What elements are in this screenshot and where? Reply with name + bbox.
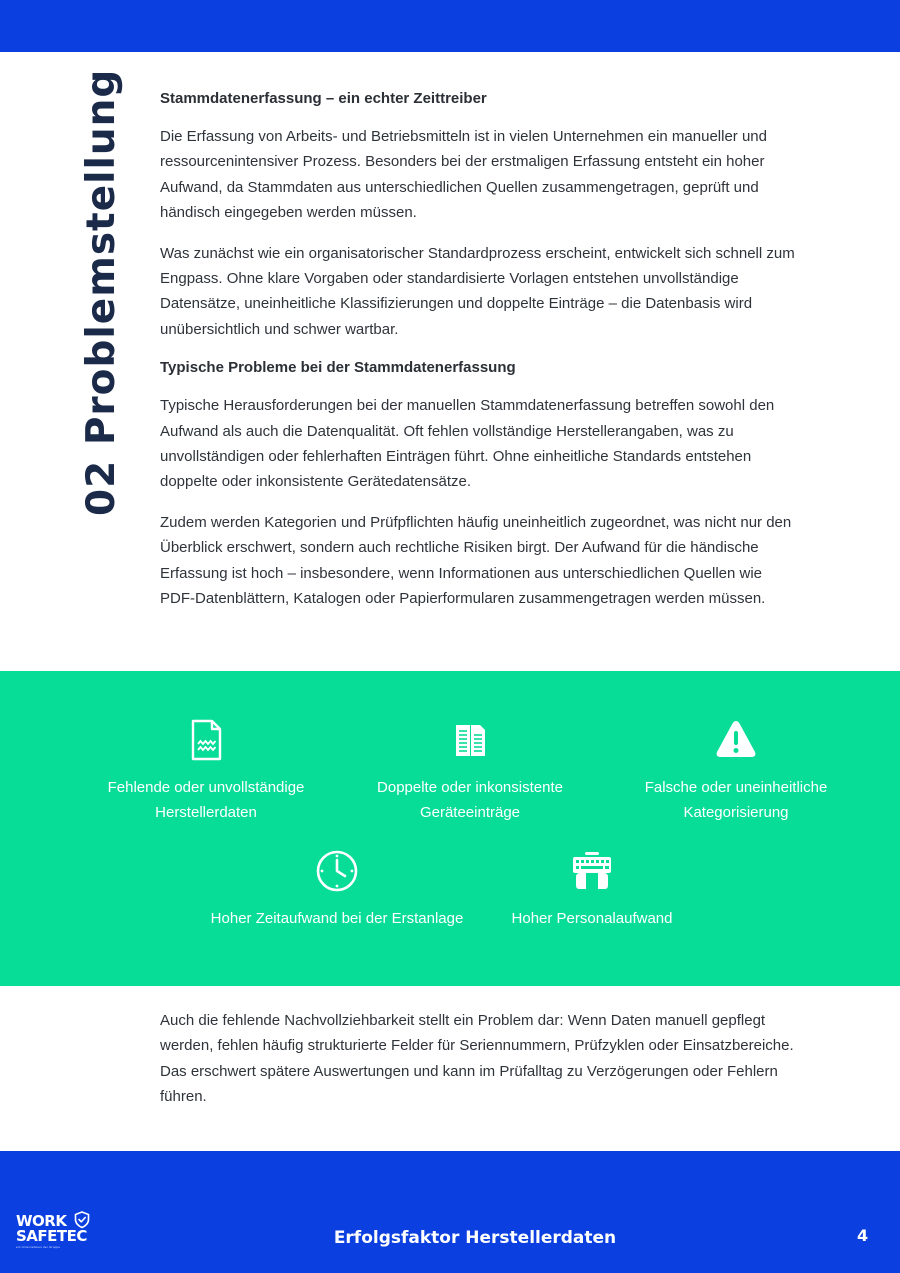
duplicate-document-icon [448,718,492,762]
feature-label: Hoher Zeitaufwand bei der Erstanlage [210,910,464,927]
paragraph: Typische Herausforderungen bei der manuellen Stammdatenerfassung betreffen sowohl den Aufwand als auch die Datenqualität. Oft fehlen vollständige Herstellerangaben, was zu unvollständigen oder fehlerhaften Einträgen führt. Ohne einheitliche Standards entstehen doppelte oder inkonsistente Gerätedatensätze. [160,397,775,491]
page-number: 4 [857,1226,869,1245]
logo-tagline: ein Unternehmen der Gruppe [16,1245,61,1249]
footer-bar [0,1151,900,1273]
keyboard-typing-icon [570,849,614,893]
footer-title: Erfolgsfaktor Herstellerdaten [333,1228,617,1248]
document-icon [184,718,228,762]
section-title: 02 Problemstellung [79,68,124,516]
feature-label: Falsche oder uneinheitliche Kategorisierung [644,779,828,821]
feature-wrong-categorization [606,718,866,825]
section-heading-1: Stammdatenerfassung – ein echter Zeittreiber [160,90,487,107]
section-heading-2: Typische Probleme bei der Stammdatenerfassung [160,359,516,377]
main-content [160,88,800,627]
feature-high-time-effort [207,849,467,931]
feature-missing-manufacturer-data [76,718,336,825]
feature-label: Fehlende oder unvollständige Herstellerdaten [107,779,305,821]
logo-text: SAFETEC [16,1227,87,1245]
feature-duplicate-entries [340,718,600,825]
top-banner [0,0,900,52]
shield-check-icon [74,1211,90,1229]
paragraph: Zudem werden Kategorien und Prüfpflichten häufig uneinheitlich zugeordnet, was nicht nur den Überblick erschwert, sondern auch rechtliche Risiken birgt. Der Aufwand für die händische Erfassung ist hoch – insbesondere, wenn Informationen aus unterschiedlichen Quellen wie PDF-Datenblättern, Katalogen oder Papierformularen zusammengetragen werden müssen. [160,513,792,608]
closing-text [160,1008,810,1110]
paragraph: Die Erfassung von Arbeits- und Betriebsmitteln ist in vielen Unternehmen ein manueller und ressourcenintensiver Prozess. Besonders bei der erstmaligen Erfassung entsteht ein hoher Aufwand, da Stammdaten aus unterschiedlichen Quellen zusammengetragen, geprüft und händisch eingegeben werden müssen. [160,128,767,222]
feature-label: Doppelte oder inkonsistente Geräteeinträge [377,779,563,821]
paragraph: Was zunächst wie ein organisatorischer Standardprozess erscheint, entwickelt sich schnell zum Engpass. Ohne klare Vorgaben oder standardisierte Vorlagen entstehen unvollständige Datensätze, uneinheitliche Klassifizierungen und doppelte Einträge – die Datenbasis wird unübersichtlich und schwer wartbar. [160,244,795,338]
feature-high-personnel-effort [462,849,722,931]
clock-icon [315,849,359,893]
logo-text: WORK [16,1212,67,1230]
warning-icon [714,718,758,762]
paragraph: Auch die fehlende Nachvollziehbarkeit stellt ein Problem dar: Wenn Daten manuell gepflegt werden, fehlen häufig strukturierte Felder für Seriennummern, Prüfzyklen oder Einsatzbereiche. Das erschwert spätere Auswertungen und kann im Prüfalltag zu Verzögerungen oder Fehlern führen. [160,1012,794,1106]
feature-label: Hoher Personalaufwand [511,910,673,927]
